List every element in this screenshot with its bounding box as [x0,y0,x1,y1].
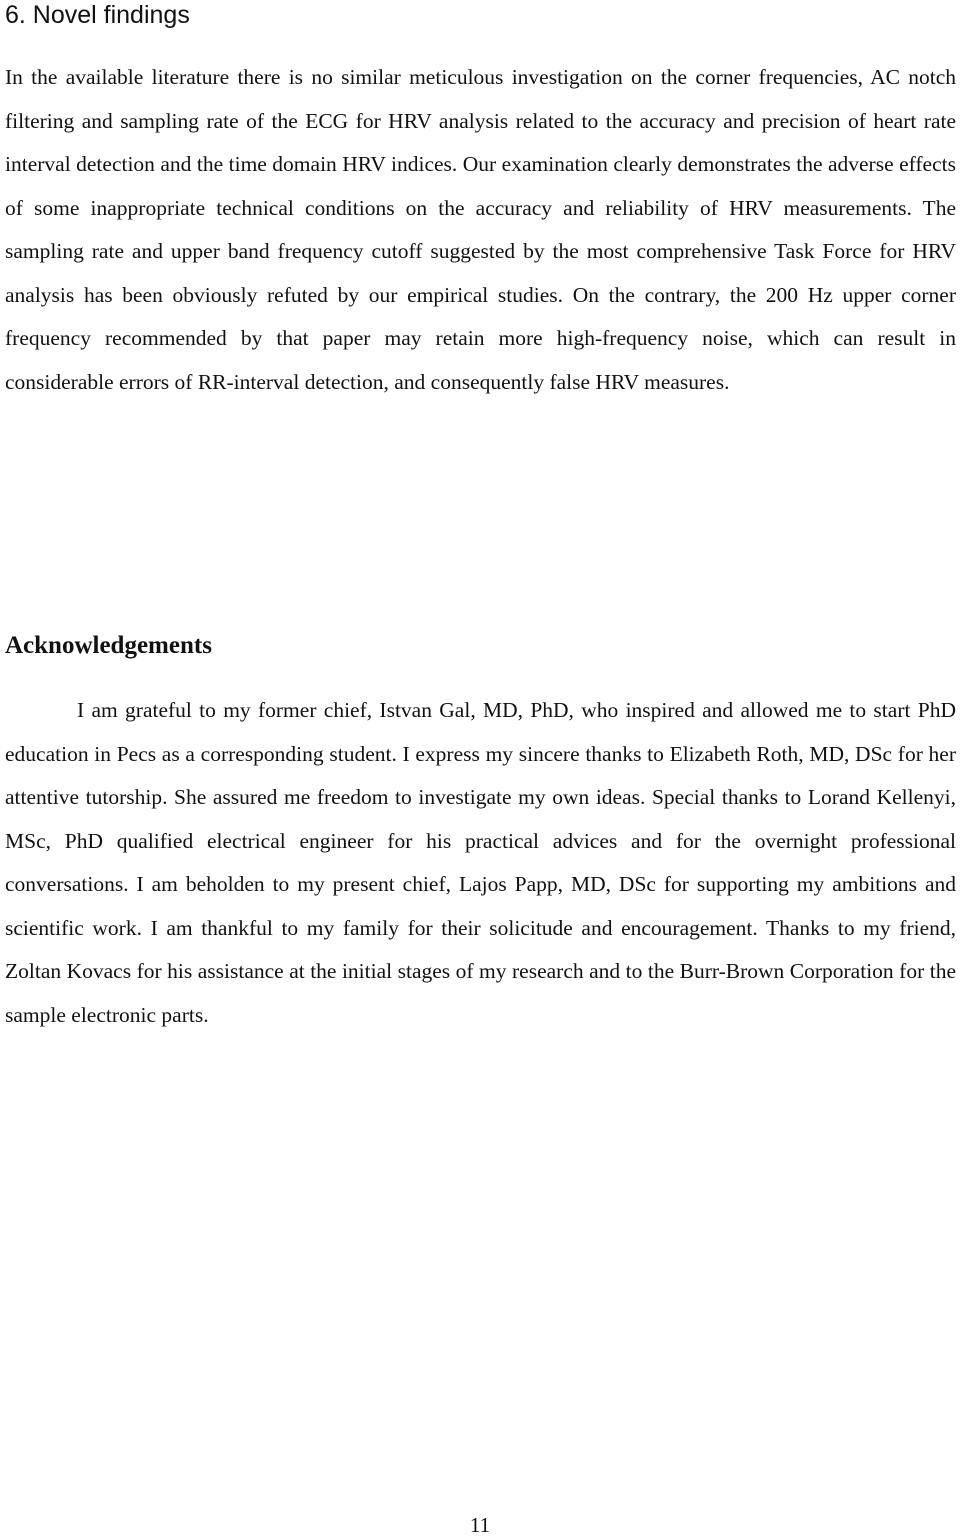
novel-findings-heading: 6. Novel findings [5,1,190,29]
acknowledgements-heading: Acknowledgements [5,632,212,659]
acknowledgements-paragraph: I am grateful to my former chief, Istvan Gal, MD, PhD, who inspired and allowed me to start PhD education in Pecs as a corresponding student. I express my sincere thanks to Elizabeth Roth, MD, DSc for her attentive tutorship. She assured me freedom to investigate my own ideas. Special thanks to Lorand Kellenyi, MSc, PhD qualified electrical engineer for his practical advices and for the overnight professional conversations. I am beholden to my present chief, Lajos Papp, MD, DSc for supporting my ambitions and scientific work. I am thankful to my family for their solicitude and encouragement. Thanks to my friend, Zoltan Kovacs for his assistance at the initial stages of my research and to the Burr-Brown Corporation for the sample electronic parts. [5,698,956,1027]
page-number: 11 [469,1513,491,1537]
novel-findings-paragraph: In the available literature there is no similar meticulous investigation on the corner frequencies, AC notch filtering and sampling rate of the ECG for HRV analysis related to the accuracy and precision of heart rate interval detection and the time domain HRV indices. Our examination clearly demonstrates the adverse effects of some inappropriate technical conditions on the accuracy and reliability of HRV measurements. The sampling rate and upper band frequency cutoff suggested by the most comprehensive Task Force for HRV analysis has been obviously refuted by our empirical studies. On the contrary, the 200 Hz upper corner frequency recommended by that paper may retain more high-frequency noise, which can result in considerable errors of RR-interval detection, and consequently false HRV measures. [5,65,956,394]
